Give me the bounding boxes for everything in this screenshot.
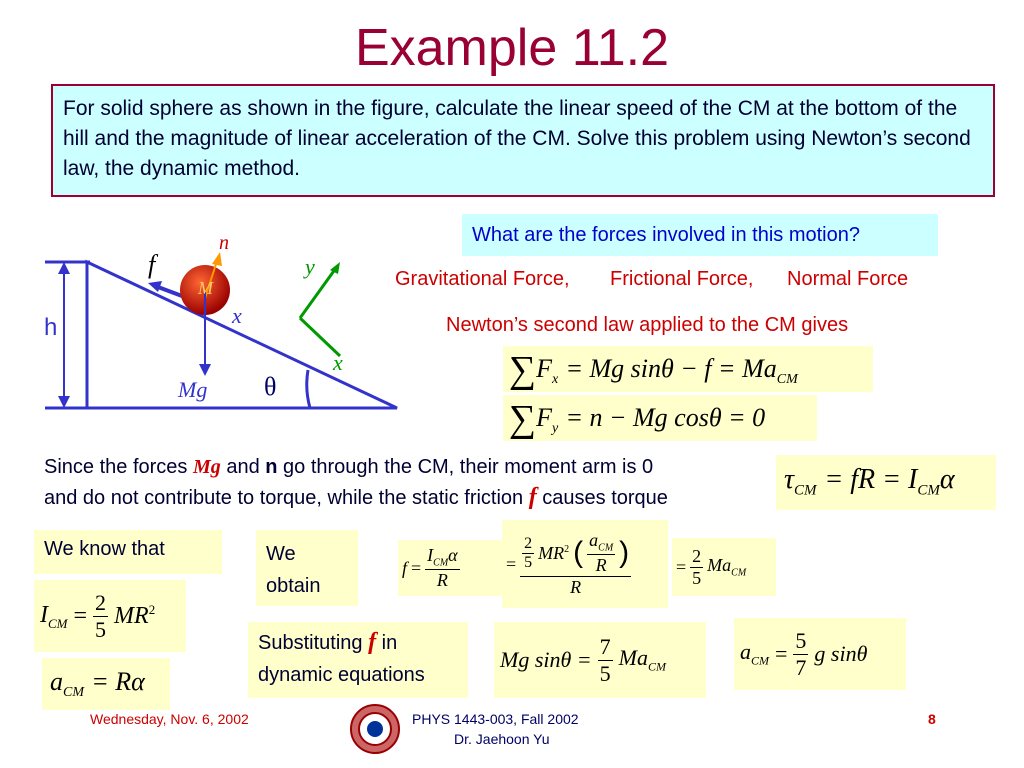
problem-box: For solid sphere as shown in the figure, calculate the linear speed of the CM at the bottom of the hill and the magnitude of linear acceleration of the CM. Solve this problem using Newton’s second law, the dynamic method. bbox=[51, 84, 995, 197]
question-box: What are the forces involved in this motion? bbox=[462, 214, 938, 256]
label-M: M bbox=[198, 278, 213, 298]
eq-f-part2: = $\frac{2}{5}$ $MR^2$ ( $\frac{a_{CM}}{R}$ ) R bbox=[502, 520, 668, 608]
footer-date: Wednesday, Nov. 6, 2002 bbox=[90, 711, 249, 727]
footer-course: PHYS 1443-003, Fall 2002 bbox=[412, 711, 579, 727]
theta-arc bbox=[307, 370, 310, 408]
force-normal: Normal Force bbox=[787, 268, 909, 290]
label-Mg: Mg bbox=[178, 377, 208, 402]
eq-f-part1: f = $\frac{I_{CM}\alpha}{R}$ bbox=[398, 540, 502, 596]
page-number: 8 bbox=[928, 711, 936, 727]
incline-triangle bbox=[87, 262, 397, 408]
footer-instructor: Dr. Jaehoon Yu bbox=[454, 731, 550, 747]
eq-acm: $a_{CM} = R\alpha$ bbox=[42, 658, 170, 710]
eq-f-part3: = $\frac{2}{5}$ $Ma_{CM}$ bbox=[672, 538, 776, 596]
h-arrow-bottom bbox=[58, 396, 70, 408]
label-theta: θ bbox=[264, 372, 277, 401]
label-y-axis: y bbox=[305, 254, 315, 279]
gravity-arrow-head bbox=[199, 364, 211, 376]
label-x-axis: x bbox=[333, 350, 343, 375]
force-frictional: Frictional Force, bbox=[610, 268, 754, 290]
label-x-angle: x bbox=[232, 303, 242, 328]
force-gravitational: Gravitational Force, bbox=[395, 268, 570, 290]
we-obtain-box: We obtain bbox=[256, 530, 358, 606]
eq-icm: $I_{CM}$ = $\frac{2}{5}$ $MR^2$ bbox=[34, 580, 186, 652]
label-f: f bbox=[148, 250, 156, 279]
newton-line: Newton’s second law applied to the CM gives bbox=[446, 314, 849, 336]
university-seal-icon bbox=[350, 704, 400, 754]
eq-final: $a_{CM}$ = $\frac{5}{7}$ g sinθ bbox=[734, 618, 906, 690]
eq-fy: $\sum F_y = n - Mg$ cosθ = 0 bbox=[503, 395, 817, 441]
incline-figure bbox=[40, 230, 410, 420]
label-n: n bbox=[219, 232, 229, 254]
label-h: h bbox=[44, 314, 58, 341]
eq-dynamic: Mg sinθ = $\frac{7}{5}$ $Ma_{CM}$ bbox=[494, 622, 706, 698]
eq-fx: $\sum F_x = Mg$ $\sin\theta - f = Ma_{CM}$ bbox=[503, 346, 873, 392]
h-arrow-top bbox=[58, 262, 70, 274]
slide-title: Example 11.2 bbox=[354, 19, 670, 77]
eq-torque: $\tau_{CM}$ = fR = $I_{CM}\alpha$ bbox=[776, 455, 996, 510]
torque-text: Since the forces Mg and n go through the CM, their moment arm is 0 and do not contribute to torque, while the static friction f causes torque bbox=[44, 456, 668, 510]
substituting-box: Substituting f in dynamic equations bbox=[248, 622, 468, 698]
we-know-box: We know that bbox=[34, 530, 222, 574]
